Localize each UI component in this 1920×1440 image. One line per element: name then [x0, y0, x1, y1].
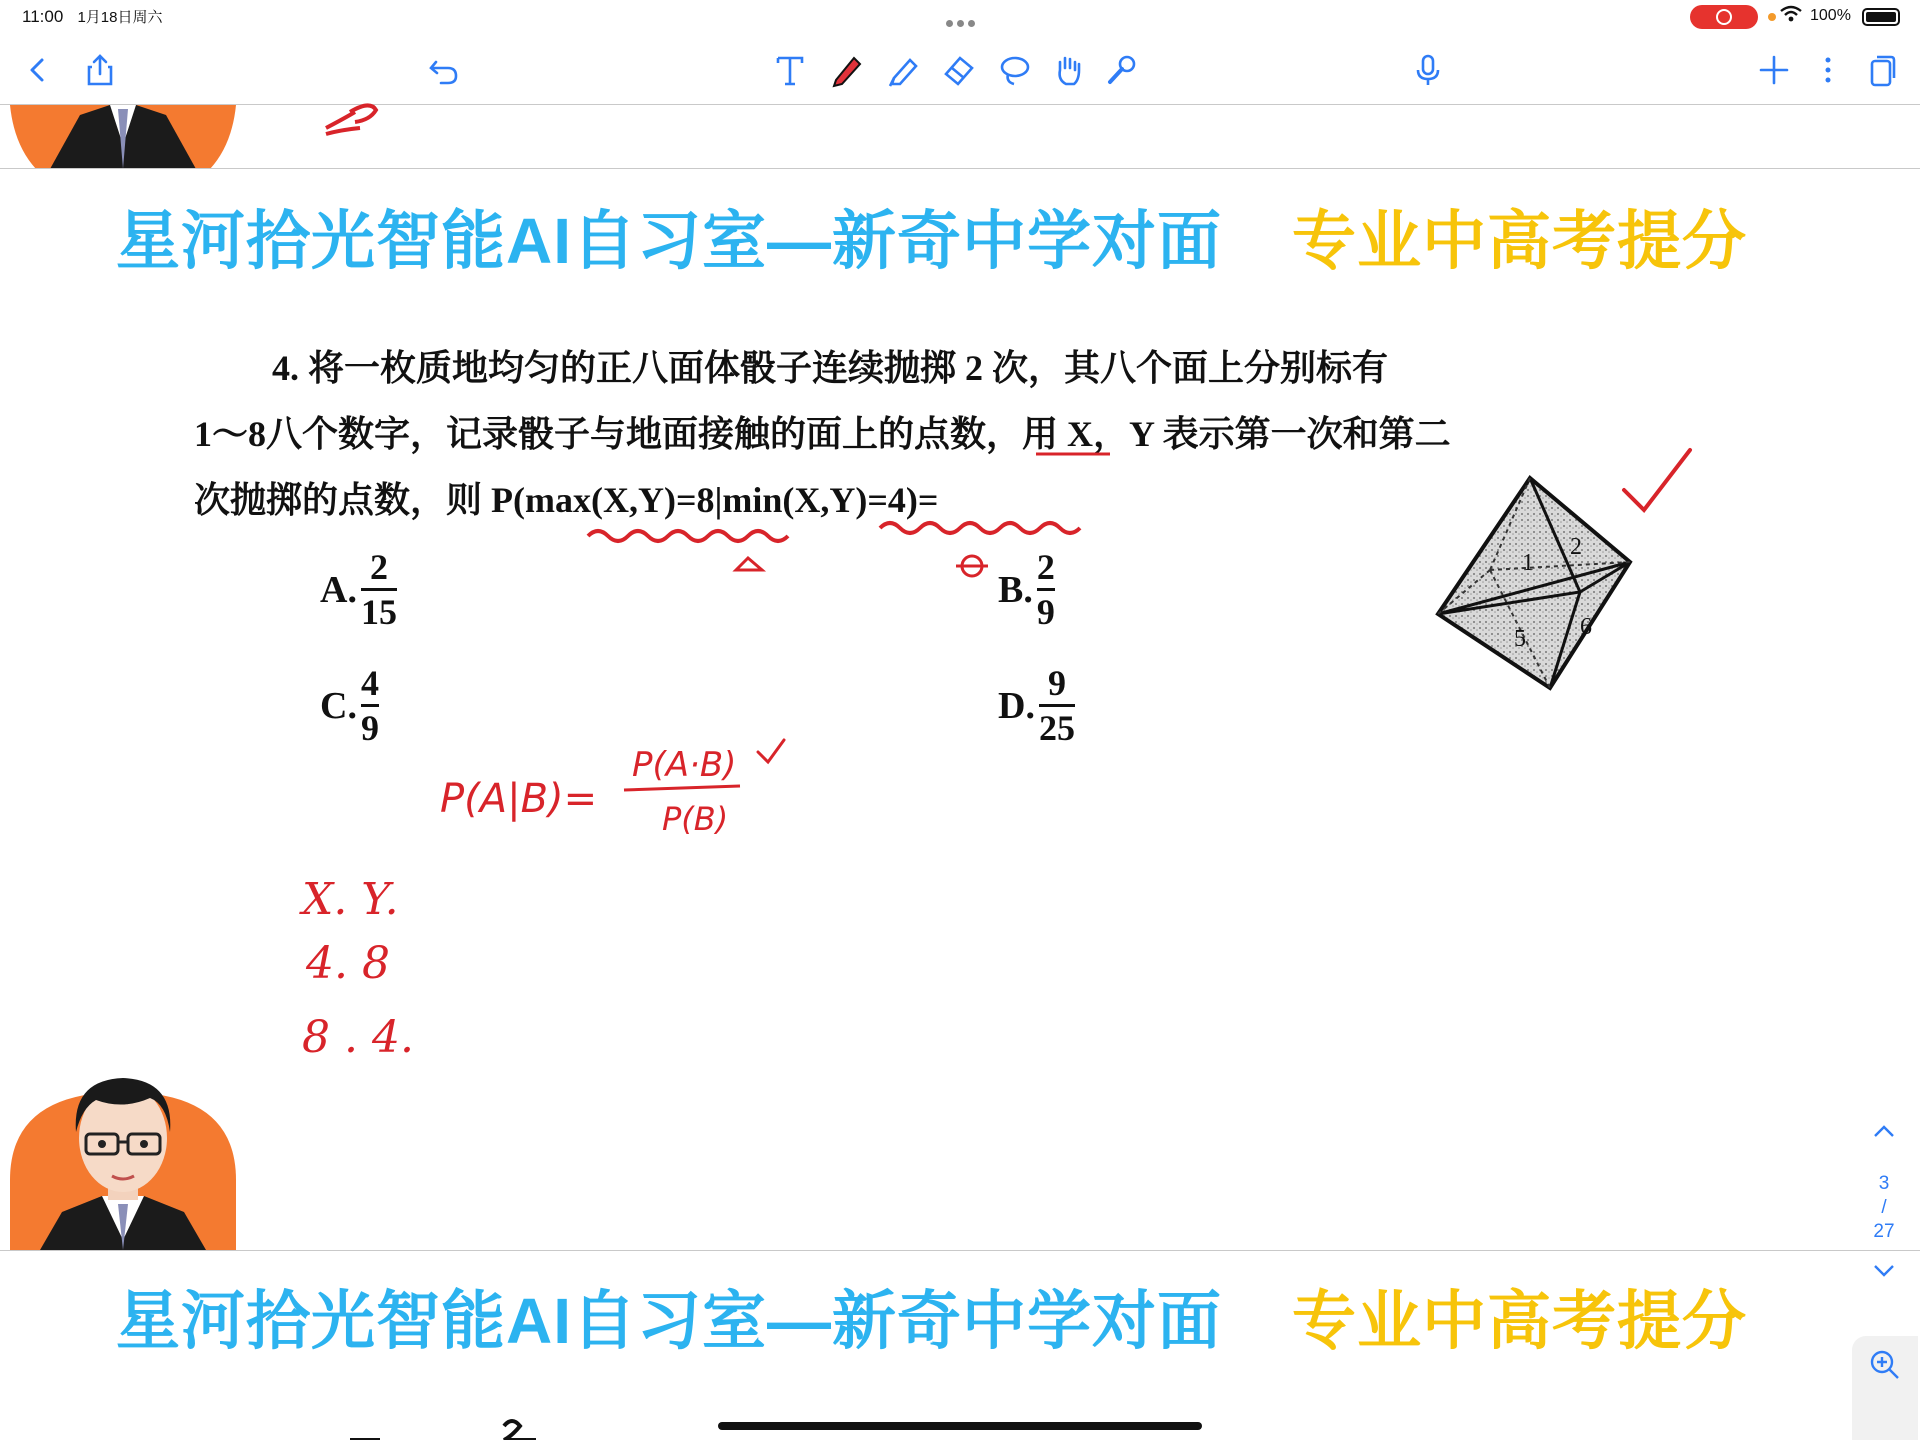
highlighter-icon[interactable]: [880, 48, 924, 92]
list-row-1: X. Y.: [302, 874, 399, 925]
face-label: 2: [1570, 534, 1582, 560]
mic-indicator-icon: [1768, 13, 1776, 21]
laser-icon[interactable]: [1100, 48, 1144, 92]
eraser-icon[interactable]: [936, 48, 980, 92]
zoom-panel: [1852, 1336, 1918, 1440]
toolbar-divider: [0, 104, 1920, 105]
total-pages: 27: [1873, 1221, 1895, 1242]
banner-slogan: 专业中高考提分: [1292, 1285, 1747, 1357]
back-icon[interactable]: [16, 48, 60, 92]
battery-icon: [1862, 8, 1900, 26]
page-up-icon[interactable]: [1872, 1122, 1896, 1145]
option-fraction: [361, 664, 379, 747]
page-separator: /: [1881, 1197, 1887, 1218]
option-a: [320, 548, 397, 631]
option-fraction: [1037, 548, 1055, 631]
fraction-bar: [624, 786, 740, 790]
circle-mark: [962, 556, 982, 576]
option-label: C.: [320, 684, 357, 727]
denominator: 25: [1038, 708, 1075, 748]
home-indicator[interactable]: [718, 1422, 1202, 1430]
page-indicator: [1848, 1172, 1920, 1244]
formula-numerator: P(A·B): [632, 745, 737, 785]
banner-next-page: [0, 1270, 1920, 1357]
zoom-in-icon[interactable]: [1868, 1348, 1902, 1387]
mic-icon[interactable]: [1406, 48, 1450, 92]
wavy-underline-max: [588, 531, 788, 541]
avatar-previous-page: [10, 105, 236, 169]
list-row-2: 4. 8: [306, 938, 390, 989]
banner: [0, 190, 1920, 277]
octahedron-figure: [1430, 470, 1640, 700]
option-c: [320, 664, 379, 747]
more-icon[interactable]: [1806, 48, 1850, 92]
lasso-icon[interactable]: [992, 48, 1036, 92]
formula-left: P(A|B)=: [440, 776, 598, 822]
denominator: 9: [360, 708, 379, 748]
option-label: D.: [998, 684, 1035, 727]
denominator: 15: [360, 592, 397, 632]
question-line-1: 4. 将一枚质地均匀的正八面体骰子连续抛掷 2 次，其八个面上分别标有: [272, 348, 1389, 388]
option-d: [998, 664, 1075, 747]
wifi-icon: [1780, 5, 1802, 28]
battery-percent: 100%: [1810, 7, 1851, 24]
numerator: 9: [1047, 663, 1066, 703]
option-label: B.: [998, 568, 1033, 611]
current-page: 3: [1878, 1173, 1890, 1194]
multitask-dots-icon[interactable]: [944, 14, 977, 32]
denominator: 9: [1036, 592, 1055, 632]
undo-icon[interactable]: [422, 48, 466, 92]
face-label: 6: [1580, 614, 1592, 640]
status-bar: [0, 0, 1920, 34]
plus-icon[interactable]: [1752, 48, 1796, 92]
question-line-2: 1～8八个数字，记录骰子与地面接触的面上的点数，用 X，Y 表示第一次和第二: [194, 414, 1451, 454]
numerator: 4: [360, 663, 379, 703]
check-mark-icon: [758, 740, 784, 762]
numerator: 2: [1036, 547, 1055, 587]
wavy-underline-min: [880, 523, 1080, 533]
formula-denominator: P(B): [662, 800, 729, 838]
banner-title: 星河拾光智能AI自习室—新奇中学对面: [116, 205, 1222, 277]
option-fraction: [1039, 664, 1075, 747]
banner-title: 星河拾光智能AI自习室—新奇中学对面: [116, 1285, 1222, 1357]
pages-icon[interactable]: [1860, 48, 1904, 92]
face-label: 1: [1522, 550, 1534, 576]
numerator: 2: [369, 547, 388, 587]
banner-slogan: 专业中高考提分: [1292, 205, 1747, 277]
page-down-icon[interactable]: [1872, 1262, 1896, 1285]
option-b: [998, 548, 1055, 631]
page-navigator: [1848, 1122, 1920, 1282]
share-icon[interactable]: [78, 48, 122, 92]
ink-stroke: [326, 105, 376, 134]
option-fraction: [361, 548, 397, 631]
text-tool-icon[interactable]: [768, 48, 812, 92]
screen-record-icon[interactable]: [1690, 5, 1758, 29]
face-label: 5: [1514, 626, 1526, 652]
question-line-3: 次抛掷的点数，则 P(max(X,Y)=8|min(X,Y)=4)=: [194, 480, 939, 520]
next-page-text-fragment: [340, 1414, 580, 1440]
option-label: A.: [320, 568, 357, 611]
triangle-mark: [736, 558, 762, 570]
toolbar: [0, 34, 1920, 104]
status-time: 11:00 1月18日周六: [22, 7, 163, 26]
avatar-teacher: [10, 1040, 236, 1250]
list-row-3: 8 . 4.: [302, 1012, 414, 1063]
page-divider-1: [0, 168, 1920, 169]
page-divider-2: [0, 1250, 1920, 1251]
pen-tool-icon[interactable]: [824, 48, 868, 92]
hand-icon[interactable]: [1046, 48, 1090, 92]
